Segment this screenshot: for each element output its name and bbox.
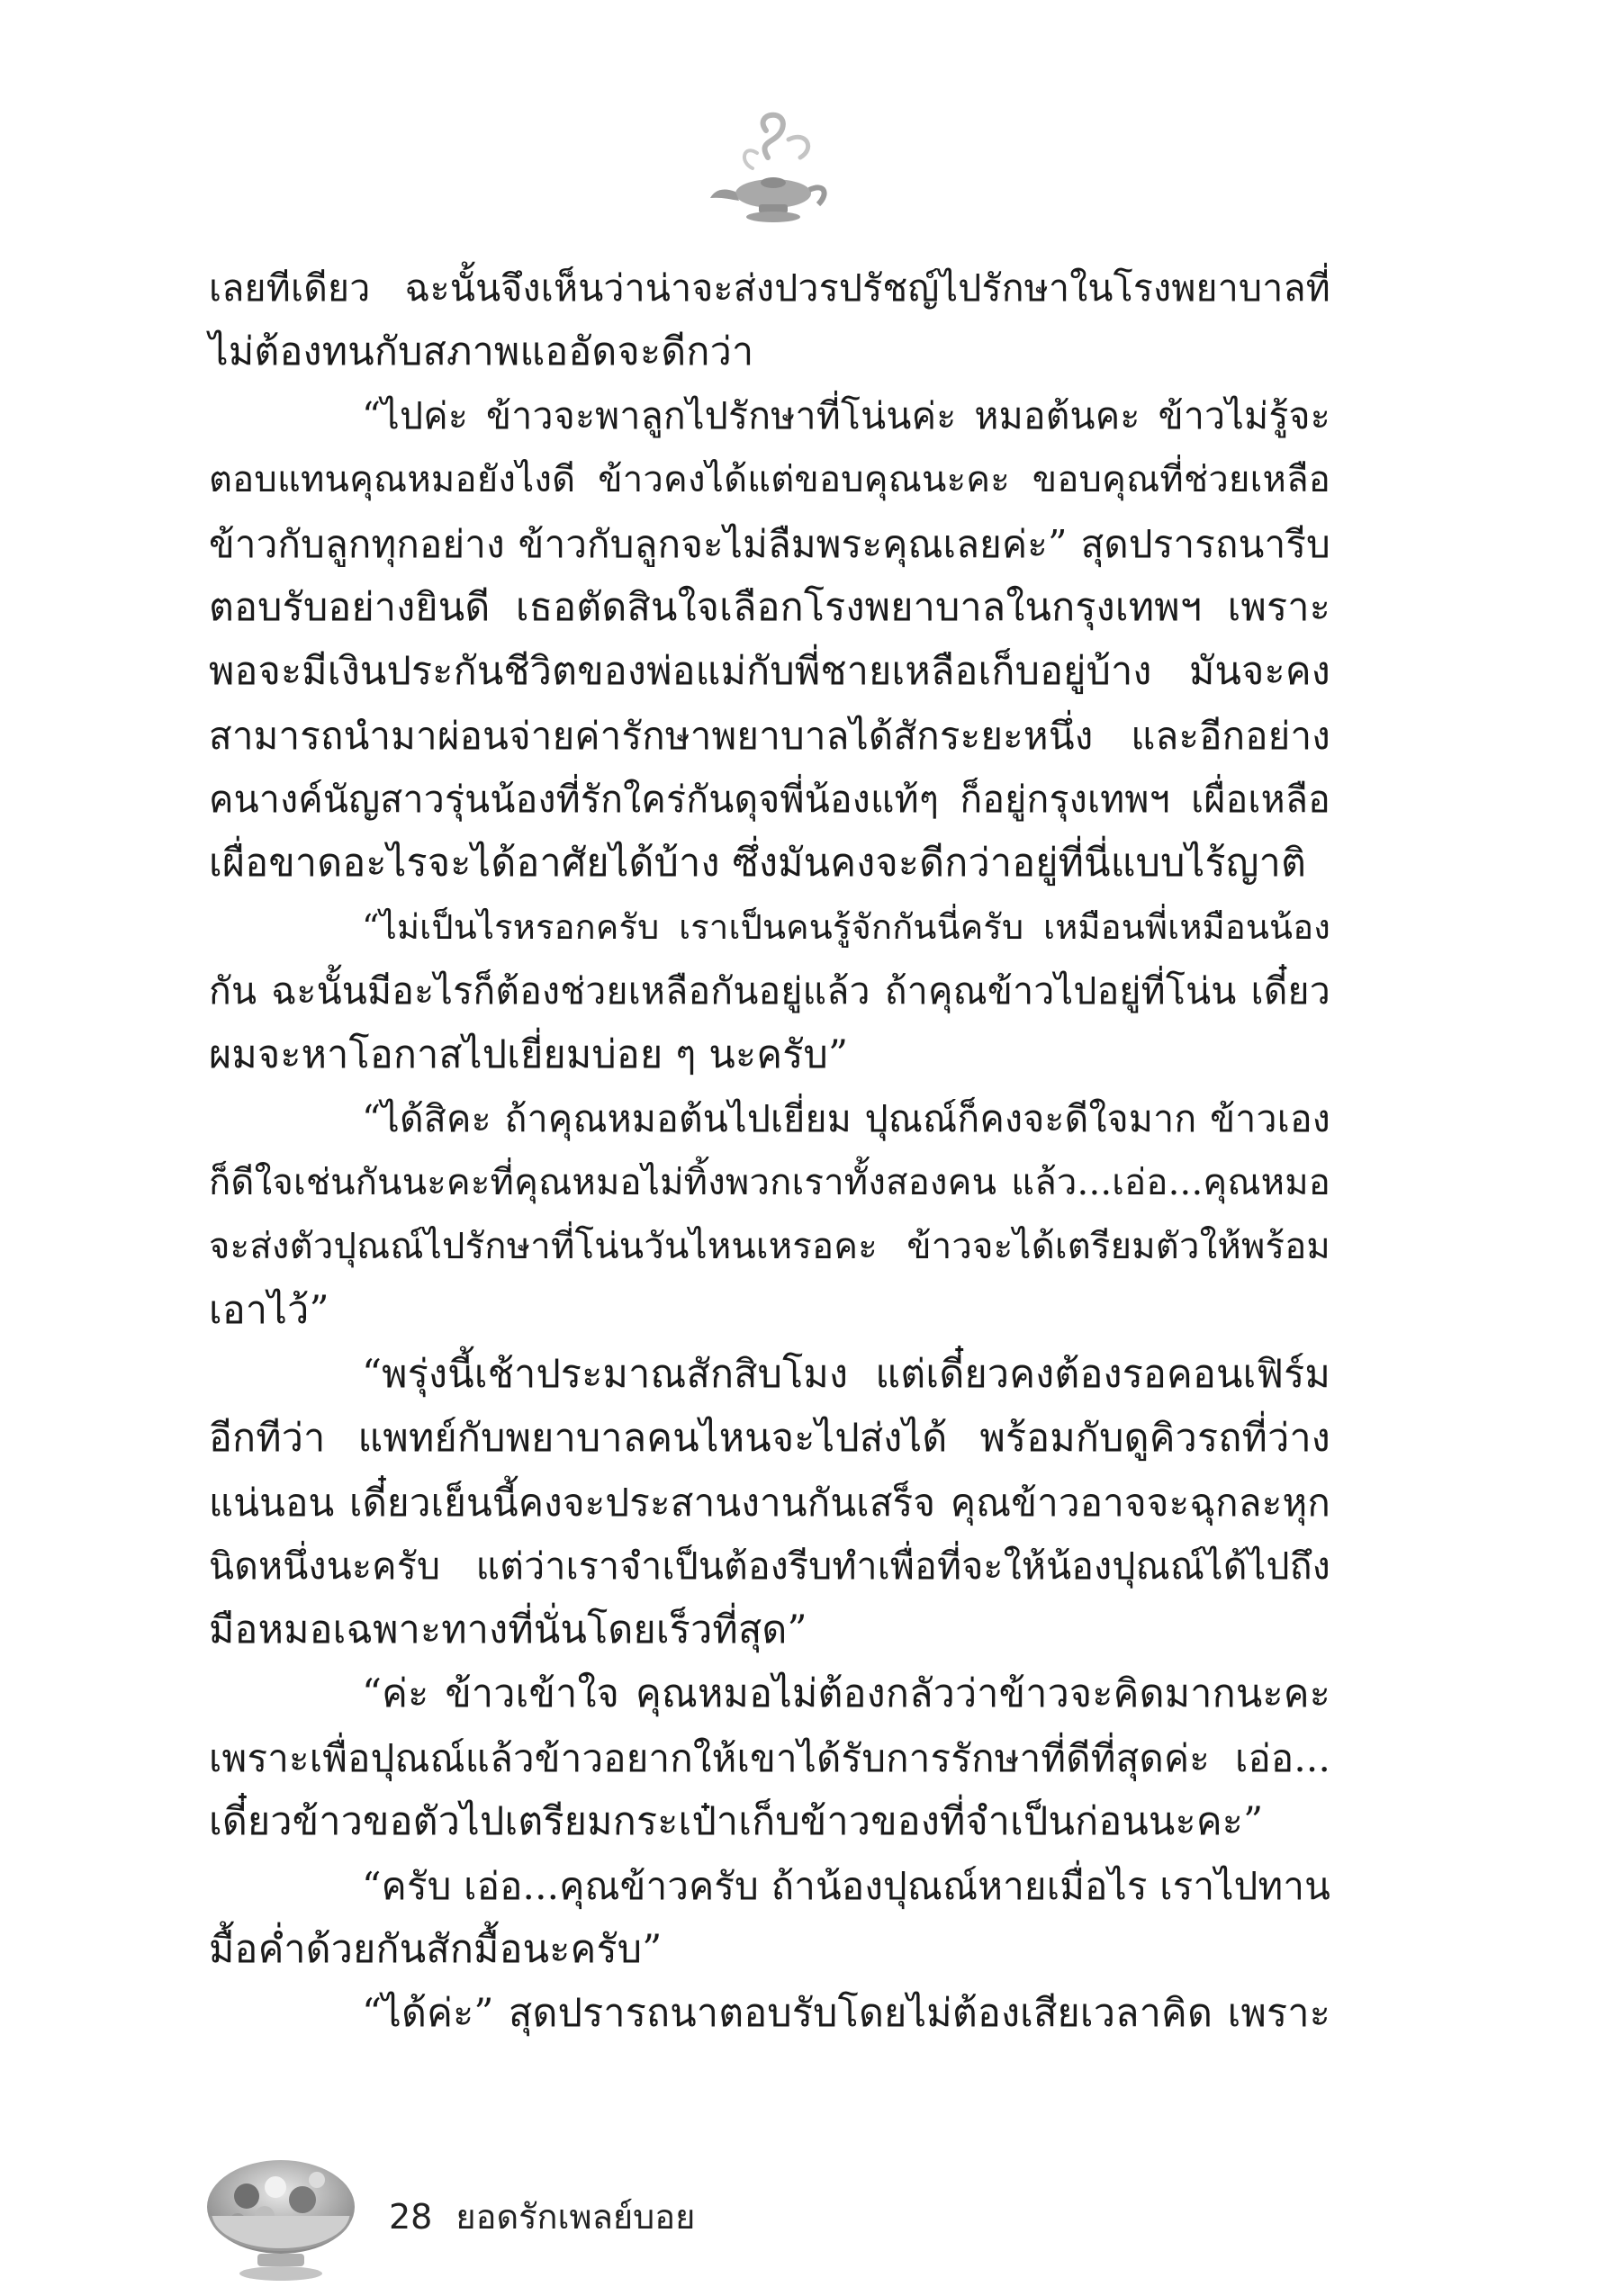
- text-line: มือหมอเฉพาะทางที่นั่นโดยเร็วที่สุด”: [209, 1607, 807, 1652]
- text-line: ผมจะหาโอกาสไปเยี่ยมบ่อย ๆ นะครับ”: [209, 1032, 849, 1077]
- page-number: 28: [389, 2197, 433, 2237]
- text-line: เผื่อขาดอะไรจะได้อาศัยได้บ้าง ซึ่งมันคงจะดีกว่าอยู่ที่นี่แบบไร้ญาติ: [209, 841, 1307, 886]
- text-line: “ไม่เป็นไรหรอกครับ เราเป็นคนรู้จักกันนี่ครับ เหมือนพี่เหมือนน้อง: [362, 907, 1330, 947]
- text-line: ตอบรับอย่างยินดี เธอตัดสินใจเลือกโรงพยาบาลในกรุงเทพฯ เพราะ: [209, 585, 1330, 630]
- book-title: ยอดรักเพลย์บอย: [455, 2197, 696, 2237]
- jewel-bowl-icon: [202, 2153, 360, 2286]
- text-line: “ได้ค่ะ” สุดปรารถนาตอบรับโดยไม่ต้องเสียเวลาคิด เพราะ: [362, 1991, 1330, 2036]
- text-line: นิดหนึ่งนะครับ แต่ว่าเราจำเป็นต้องรีบทำเพื่อที่จะให้น้องปุณณ์ได้ไปถึง: [209, 1544, 1330, 1588]
- text-line: เอาไว้”: [209, 1288, 329, 1333]
- text-line: ไม่ต้องทนกับสภาพแออัดจะดีกว่า: [209, 329, 754, 374]
- text-line: เลยทีเดียว ฉะนั้นจึงเห็นว่าน่าจะส่งปวรปรัชญ์ไปรักษาในโรงพยาบาลที่: [209, 266, 1330, 310]
- text-line: ก็ดีใจเช่นกันนะคะที่คุณหมอไม่ทิ้งพวกเราทั้งสองคน แล้ว...เอ่อ...คุณหมอ: [209, 1162, 1330, 1203]
- text-line: เพราะเพื่อปุณณ์แล้วข้าวอยากให้เขาได้รับการรักษาที่ดีที่สุดค่ะ เอ่อ...: [209, 1736, 1330, 1780]
- body-text: [209, 257, 1330, 2046]
- text-line: “ไปค่ะ ข้าวจะพาลูกไปรักษาที่โน่นค่ะ หมอต้นคะ ข้าวไม่รู้จะ: [362, 394, 1330, 437]
- text-line: แน่นอน เดี๋ยวเย็นนี้คงจะประสานงานกันเสร็จ คุณข้าวอาจจะฉุกละหุก: [209, 1481, 1330, 1525]
- page-footer: [389, 2189, 695, 2244]
- text-line: กัน ฉะนั้นมีอะไรก็ต้องช่วยเหลือกันอยู่แล้ว ถ้าคุณข้าวไปอยู่ที่โน่น เดี๋ยว: [209, 969, 1330, 1013]
- text-line: มื้อค่ำด้วยกันสักมื้อนะครับ”: [209, 1927, 663, 1972]
- text-line: “ครับ เอ่อ...คุณข้าวครับ ถ้าน้องปุณณ์หายเมื่อไร เราไปทาน: [362, 1864, 1331, 1908]
- text-line: จะส่งตัวปุณณ์ไปรักษาที่โน่นวันไหนเหรอคะ ข้าวจะได้เตรียมตัวให้พร้อม: [209, 1226, 1330, 1267]
- text-line: สามารถนำมาผ่อนจ่ายค่ารักษาพยาบาลได้สักระยะหนึ่ง และอีกอย่าง: [209, 714, 1330, 758]
- text-line: “พรุ่งนี้เช้าประมาณสักสิบโมง แต่เดี๋ยวคงต้องรอคอนเฟิร์ม: [362, 1352, 1330, 1397]
- text-line: พอจะมีเงินประกันชีวิตของพ่อแม่กับพี่ชายเหลือเก็บอยู่บ้าง มันจะคง: [209, 649, 1330, 694]
- text-line: อีกทีว่า แพทย์กับพยาบาลคนไหนจะไปส่งได้ พร้อมกับดูคิวรถที่ว่าง: [209, 1416, 1330, 1461]
- text-line: “ได้สิคะ ถ้าคุณหมอต้นไปเยี่ยม ปุณณ์ก็คงจะดีใจมาก ข้าวเอง: [362, 1097, 1330, 1140]
- text-line: คนางค์นัญสาวรุ่นน้องที่รักใคร่กันดุจพี่น้องแท้ๆ ก็อยู่กรุงเทพฯ เผื่อเหลือ: [209, 778, 1330, 821]
- genie-lamp-icon: [703, 104, 838, 239]
- text-line: “ค่ะ ข้าวเข้าใจ คุณหมอไม่ต้องกลัวว่าข้าวจะคิดมากนะคะ: [362, 1671, 1330, 1716]
- text-line: เดี๋ยวข้าวขอตัวไปเตรียมกระเป๋าเก็บข้าวของที่จำเป็นก่อนนะคะ”: [209, 1799, 1264, 1844]
- text-line: ข้าวกับลูกทุกอย่าง ข้าวกับลูกจะไม่ลืมพระคุณเลยค่ะ” สุดปรารถนารีบ: [209, 522, 1330, 566]
- text-line: ตอบแทนคุณหมอยังไงดี ข้าวคงได้แต่ขอบคุณนะคะ ขอบคุณที่ช่วยเหลือ: [209, 459, 1330, 500]
